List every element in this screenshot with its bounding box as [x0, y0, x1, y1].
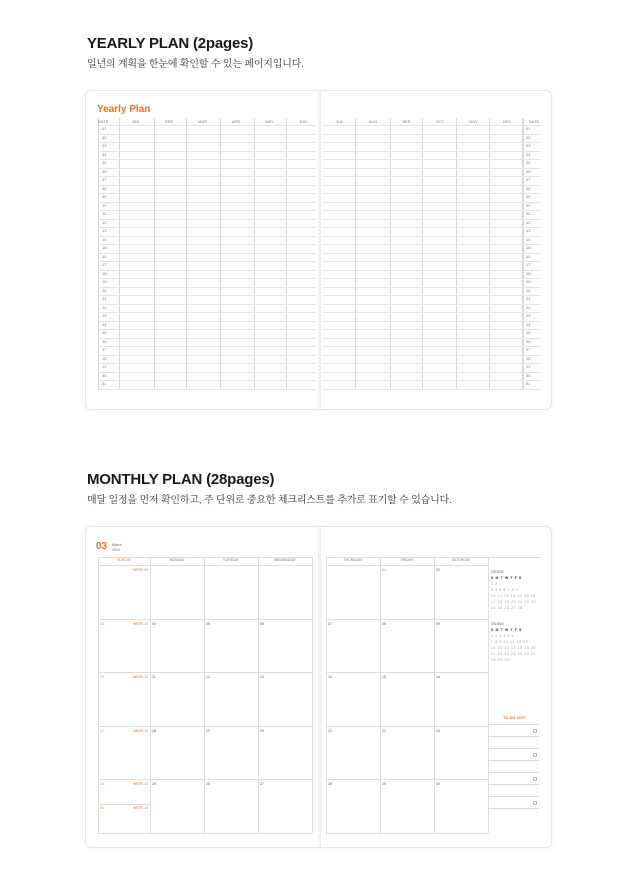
grid-row-line	[323, 168, 541, 169]
calendar-date: 29	[382, 782, 386, 786]
date-row-number: 22	[526, 304, 531, 310]
calendar-date: 04	[152, 621, 156, 626]
calendar-row-line	[98, 833, 312, 834]
date-row-number: 23	[102, 313, 107, 318]
date-row-number: 01	[102, 126, 107, 131]
month-name: March	[112, 543, 122, 547]
grid-row-line	[323, 236, 541, 237]
calendar-date: 14	[328, 675, 332, 679]
date-row-number: 13	[102, 228, 107, 233]
date-row-number: 25	[526, 330, 531, 335]
date-row-number: 24	[526, 321, 531, 327]
todo-line	[489, 772, 539, 773]
calendar-row-line	[98, 557, 312, 558]
grid-row-line	[98, 287, 316, 288]
date-row-number: 31	[102, 381, 107, 386]
date-row-number: 28	[102, 355, 107, 361]
grid-row-line	[98, 202, 316, 203]
mini-calendar-feb-week: 17 18 19 20 21 22 23	[491, 600, 537, 604]
month-header: JUL	[335, 119, 344, 124]
calendar-date: 25	[152, 782, 156, 786]
todo-checkbox	[533, 753, 537, 757]
grid-row-line	[98, 346, 316, 347]
date-row-number: 15	[526, 245, 531, 250]
mini-calendar-feb-week: 3 4 5 6 7 8 9	[491, 588, 519, 592]
calendar-date: 26	[206, 782, 210, 786]
grid-row-line	[98, 219, 316, 220]
grid-row-line	[323, 125, 541, 126]
date-row-number: 26	[102, 338, 107, 344]
date-row-number: 16	[526, 253, 531, 259]
grid-row-line	[98, 338, 316, 339]
calendar-column-line	[204, 557, 205, 833]
grid-row-line	[323, 227, 541, 228]
grid-row-line	[323, 372, 541, 373]
calendar-row-line	[326, 779, 488, 780]
page-gutter	[318, 527, 321, 847]
calendar-row-line	[98, 779, 312, 780]
calendar-row-line	[326, 833, 488, 834]
date-row-number: 03	[102, 143, 107, 148]
date-row-number: 19	[526, 279, 531, 284]
month-year: 2019	[112, 548, 120, 552]
grid-row-line	[98, 363, 316, 364]
weekday-header: THURSDAY	[343, 558, 363, 562]
grid-row-line	[98, 193, 316, 194]
grid-row-line	[323, 329, 541, 330]
grid-row-line	[98, 151, 316, 152]
sunday-date: 10	[100, 675, 104, 679]
todo-line	[489, 760, 539, 761]
grid-row-line	[98, 389, 316, 390]
grid-row-line	[98, 210, 316, 211]
grid-row-line	[323, 134, 541, 135]
yearly-plan-label: Yearly Plan	[97, 104, 151, 115]
mini-calendar-apr-week: 7 8 9 10 11 12 13	[491, 640, 529, 644]
grid-row-line	[323, 363, 541, 364]
date-row-number: 07	[526, 177, 531, 182]
calendar-column-line	[312, 557, 313, 833]
date-column-header: DATE	[98, 119, 109, 124]
yearly-plan-grid	[86, 118, 551, 398]
grid-row-line	[323, 278, 541, 279]
date-row-number: 08	[526, 185, 531, 191]
date-row-number: 25	[102, 330, 107, 335]
date-row-number: 12	[102, 219, 107, 225]
date-row-number: 07	[102, 177, 107, 182]
week-divider	[98, 804, 150, 805]
grid-row-line	[323, 389, 541, 390]
date-row-number: 27	[102, 347, 107, 352]
mini-calendar-feb-week: 1 2	[491, 582, 498, 586]
date-row-number: 14	[102, 236, 107, 242]
weekday-header: SUNDAY	[116, 558, 132, 562]
calendar-date: 08	[382, 621, 386, 626]
calendar-date: 15	[382, 675, 386, 679]
calendar-date: 11	[152, 675, 156, 679]
calendar-date: 05	[206, 621, 210, 626]
month-header: APR	[231, 119, 241, 124]
todo-list-title: TO DO LIST	[503, 715, 526, 720]
sunday-date: 31	[100, 806, 104, 810]
date-row-number: 09	[526, 194, 531, 199]
date-row-number: 17	[526, 262, 531, 267]
date-row-number: 11	[102, 211, 107, 216]
todo-checkbox	[533, 777, 537, 781]
grid-row-line	[98, 134, 316, 135]
grid-row-line	[98, 312, 316, 313]
weekday-header: SATURDAY	[451, 558, 471, 562]
calendar-date: 12	[206, 675, 210, 679]
yearly-section-description: 일년의 계획을 한눈에 확인할 수 있는 페이지입니다.	[87, 59, 304, 70]
date-row-number: 30	[102, 372, 107, 378]
weekday-header: WEDNESDAY	[273, 558, 297, 562]
calendar-row-line	[326, 565, 488, 566]
date-row-number: 02	[102, 134, 107, 140]
date-row-number: 20	[102, 287, 107, 293]
calendar-column-line	[326, 557, 327, 833]
date-row-number: 17	[102, 262, 107, 267]
date-row-number: 06	[102, 168, 107, 174]
todo-line	[489, 736, 539, 737]
sunday-date: 17	[100, 728, 104, 733]
grid-row-line	[323, 304, 541, 305]
calendar-column-line	[434, 557, 435, 833]
date-row-number: 27	[526, 347, 531, 352]
date-row-number: 22	[102, 304, 107, 310]
date-row-number: 21	[102, 296, 107, 301]
calendar-column-line	[488, 557, 489, 833]
date-row-number: 12	[526, 219, 531, 225]
grid-row-line	[323, 253, 541, 254]
weekday-header: FRIDAY	[400, 558, 414, 562]
grid-row-line	[323, 202, 541, 203]
calendar-date: 09	[436, 621, 440, 626]
grid-row-line	[323, 287, 541, 288]
month-header: NOV	[469, 119, 478, 124]
week-label: WEEK 09	[133, 568, 149, 572]
month-header: AUG	[368, 119, 378, 124]
calendar-column-line	[258, 557, 259, 833]
grid-row-line	[98, 329, 316, 330]
grid-row-line	[323, 193, 541, 194]
grid-row-line	[323, 185, 541, 186]
todo-line	[489, 784, 539, 785]
date-row-number: 26	[526, 338, 531, 344]
mini-calendar-apr-week: 28 29 30	[491, 658, 510, 662]
mini-calendar-apr-header: S M T W T F S	[491, 628, 522, 632]
sunday-date: 03	[100, 621, 104, 626]
calendar-row-line	[326, 672, 488, 673]
calendar-date: 16	[436, 675, 440, 679]
date-row-number: 05	[526, 160, 531, 165]
calendar-date: 28	[328, 782, 332, 786]
monthly-section-description: 매달 일정을 먼저 확인하고, 주 단위로 중요한 체크리스트를 추가로 표기할 수 있습니다.	[87, 495, 452, 506]
todo-line	[489, 796, 539, 797]
month-header: JAN	[131, 119, 140, 124]
mini-calendar-feb-title: 2019/02	[491, 570, 504, 574]
date-row-number: 24	[102, 321, 107, 327]
mini-calendar-feb-week: 24 25 26 27 28	[491, 606, 523, 610]
calendar-date: 27	[260, 782, 264, 786]
grid-row-line	[98, 236, 316, 237]
grid-row-line	[98, 380, 316, 381]
monthly-section-title: MONTHLY PLAN (28pages)	[87, 471, 275, 488]
date-row-number: 21	[526, 296, 531, 301]
grid-row-line	[323, 338, 541, 339]
week-label: WEEK 12	[133, 728, 149, 733]
calendar-date: 18	[152, 728, 156, 733]
grid-row-line	[323, 295, 541, 296]
date-row-number: 20	[526, 287, 531, 293]
month-header: JUN	[299, 119, 307, 124]
calendar-date: 19	[206, 728, 210, 733]
mini-calendar-feb-week: 10 11 12 13 14 15 16	[491, 594, 536, 598]
week-label: WEEK 14	[133, 806, 149, 810]
week-label: WEEK 13	[133, 782, 149, 786]
date-row-number: 19	[102, 279, 107, 284]
month-header: OCT	[435, 119, 445, 124]
date-row-number: 05	[102, 160, 107, 165]
grid-row-line	[323, 270, 541, 271]
calendar-column-line	[380, 557, 381, 833]
grid-row-line	[323, 346, 541, 347]
grid-row-line	[98, 227, 316, 228]
mini-calendar-apr-week: 14 15 16 17 18 19 20	[491, 646, 537, 650]
grid-row-line	[323, 176, 541, 177]
grid-row-line	[98, 372, 316, 373]
todo-line	[489, 748, 539, 749]
date-row-number: 11	[526, 211, 531, 216]
date-row-number: 10	[102, 202, 107, 208]
month-header: MAR	[198, 119, 207, 124]
calendar-row-line	[326, 726, 488, 727]
grid-row-line	[98, 168, 316, 169]
grid-row-line	[98, 270, 316, 271]
date-column-header: DATE	[528, 119, 540, 124]
date-row-number: 30	[526, 372, 531, 378]
monthly-plan-spread	[85, 526, 552, 848]
grid-row-line	[323, 210, 541, 211]
month-header: SEP	[402, 119, 411, 124]
calendar-date: 20	[260, 728, 264, 733]
grid-row-line	[323, 151, 541, 152]
calendar-row-line	[98, 726, 312, 727]
calendar-date: 22	[382, 728, 386, 733]
grid-row-line	[98, 142, 316, 143]
grid-row-line	[98, 253, 316, 254]
yearly-plan-spread	[85, 90, 552, 410]
grid-row-line	[323, 321, 541, 322]
week-label: WEEK 11	[133, 675, 148, 679]
date-row-number: 31	[526, 381, 531, 386]
date-row-number: 14	[526, 236, 531, 242]
calendar-date: 23	[436, 728, 440, 733]
month-header: FEB	[165, 119, 173, 124]
date-row-number: 29	[526, 364, 531, 369]
calendar-date: 30	[436, 782, 440, 786]
grid-row-line	[323, 355, 541, 356]
calendar-date: 21	[328, 728, 332, 733]
grid-row-line	[98, 244, 316, 245]
date-row-number: 03	[526, 143, 531, 148]
week-label: WEEK 10	[133, 621, 149, 626]
calendar-row-line	[326, 619, 488, 620]
date-row-number: 29	[102, 364, 107, 369]
date-row-number: 04	[102, 151, 107, 157]
date-row-number: 28	[526, 355, 531, 361]
month-header: DEC	[502, 119, 512, 124]
mini-calendar-apr-title: 2019/04	[491, 622, 504, 626]
yearly-section-title: YEARLY PLAN (2pages)	[87, 35, 254, 52]
todo-line	[489, 724, 539, 725]
month-number: 03	[96, 541, 108, 552]
calendar-date: 02	[436, 568, 440, 572]
calendar-date: 01	[382, 568, 386, 572]
todo-checkbox	[533, 801, 537, 805]
todo-line	[489, 808, 539, 809]
grid-row-line	[323, 312, 541, 313]
grid-row-line	[98, 278, 316, 279]
calendar-date: 13	[260, 675, 264, 679]
date-row-number: 10	[526, 202, 531, 208]
sunday-date: 24	[100, 782, 104, 786]
mini-calendar-apr-week: 21 22 23 24 25 26 27	[491, 652, 537, 656]
grid-row-line	[323, 142, 541, 143]
grid-row-line	[323, 244, 541, 245]
date-row-number: 09	[102, 194, 107, 199]
grid-row-line	[98, 125, 316, 126]
calendar-row-line	[98, 672, 312, 673]
calendar-row-line	[98, 565, 312, 566]
grid-row-line	[98, 321, 316, 322]
date-row-number: 15	[102, 245, 107, 250]
weekday-header: MONDAY	[169, 558, 185, 562]
calendar-row-line	[98, 619, 312, 620]
date-row-number: 02	[526, 134, 531, 140]
grid-row-line	[98, 304, 316, 305]
weekday-header: TUESDAY	[222, 558, 240, 562]
date-row-number: 18	[102, 270, 107, 276]
date-row-number: 16	[102, 253, 107, 259]
grid-row-line	[98, 261, 316, 262]
month-header: MAY	[265, 119, 274, 124]
grid-row-line	[98, 159, 316, 160]
date-row-number: 08	[102, 185, 107, 191]
mini-calendar-apr-week: 1 2 3 4 5 6	[491, 634, 515, 638]
grid-row-line	[323, 219, 541, 220]
date-row-number: 18	[526, 270, 531, 276]
calendar-column-line	[150, 557, 151, 833]
grid-row-line	[98, 185, 316, 186]
calendar-date: 07	[328, 621, 332, 626]
date-row-number: 01	[526, 126, 531, 131]
date-row-number: 23	[526, 313, 531, 318]
grid-row-line	[323, 159, 541, 160]
grid-row-line	[98, 176, 316, 177]
mini-calendar-feb-header: S M T W T F S	[491, 576, 522, 580]
calendar-column-line	[98, 557, 99, 833]
grid-row-line	[98, 355, 316, 356]
grid-row-line	[323, 261, 541, 262]
date-row-number: 04	[526, 151, 531, 157]
date-row-number: 06	[526, 168, 531, 174]
date-row-number: 13	[526, 228, 531, 233]
grid-row-line	[98, 295, 316, 296]
calendar-date: 06	[260, 621, 264, 626]
todo-checkbox	[533, 729, 537, 733]
grid-row-line	[323, 380, 541, 381]
